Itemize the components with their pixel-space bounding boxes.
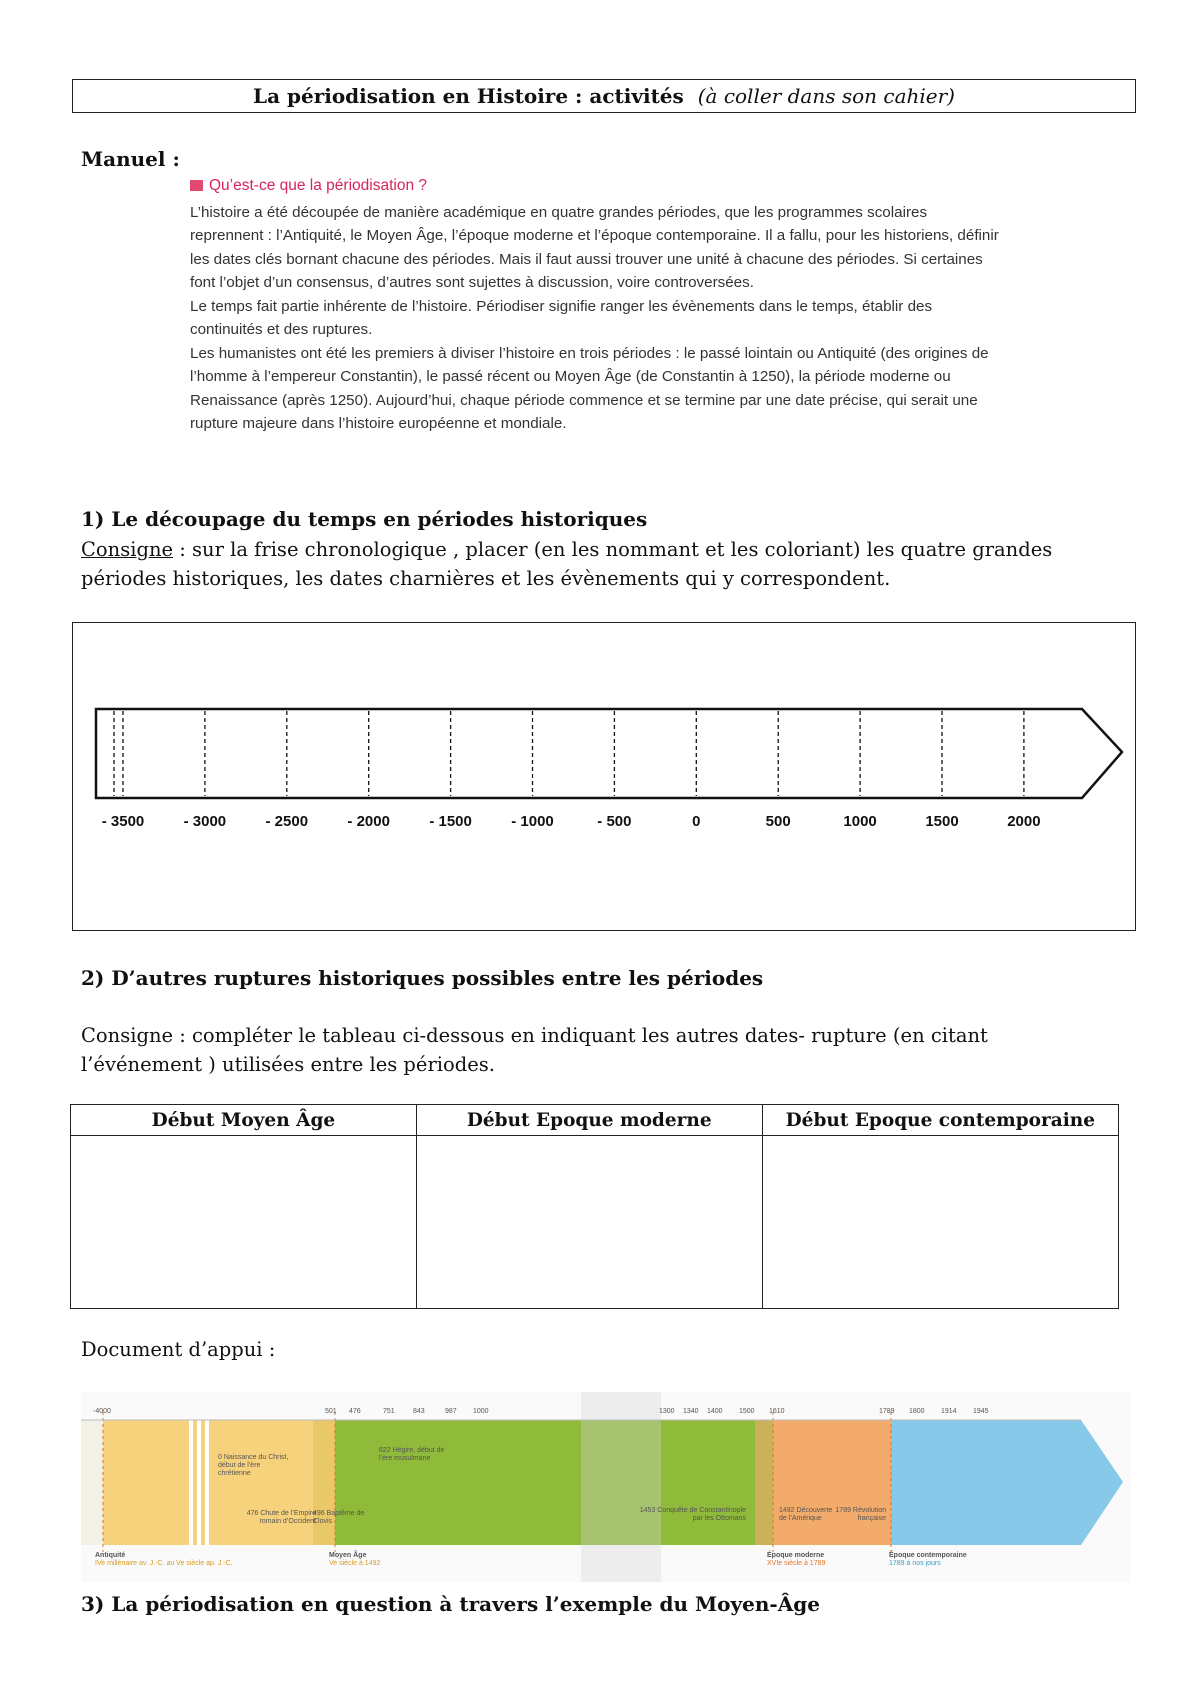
document-label: Document d’appui : (81, 1338, 276, 1361)
support-top-year: 1610 (769, 1408, 785, 1415)
event-constantinople: 1453 Conquête de Constantinople par les Ottomans (639, 1507, 746, 1522)
band-epoque-contemporaine (891, 1420, 1123, 1545)
period-epoque-contemporaine-range: 1789 à nos jours (889, 1560, 941, 1567)
support-top-year: 476 (349, 1408, 361, 1415)
ruptures-table (70, 1104, 1119, 1309)
period-antiquite-range: IVe millénaire av. J.-C. au Ve siècle ap. J.-C. (95, 1560, 233, 1567)
support-top-year: 1500 (739, 1408, 755, 1415)
support-top-year: 1945 (973, 1408, 989, 1415)
section2-heading: 2) D’autres ruptures historiques possibles entre les périodes (81, 966, 764, 990)
period-epoque-moderne-name: Époque moderne (767, 1552, 825, 1559)
timeline-tick-label: - 3000 (183, 813, 227, 830)
period-epoque-moderne (767, 1552, 887, 1568)
support-top-year: 1300 (659, 1408, 675, 1415)
table-cell-epoque-moderne[interactable] (416, 1136, 762, 1309)
timeline-tick-label: 2000 (1007, 813, 1041, 830)
support-top-year: -4000 (93, 1408, 111, 1415)
period-epoque-contemporaine-name: Époque contemporaine (889, 1552, 967, 1559)
event-chute-empire: 476 Chute de l’Empire romain d’Occident (246, 1510, 316, 1525)
support-top-year: 1914 (941, 1408, 957, 1415)
timeline-tick-label: - 1500 (429, 813, 472, 830)
timeline-tick-label: 0 (692, 813, 701, 830)
support-top-year: 1000 (473, 1408, 489, 1415)
timeline-tick-label: - 1000 (511, 813, 554, 830)
support-top-year: 1400 (707, 1408, 723, 1415)
table-header-epoque-contemporaine: Début Epoque contemporaine (762, 1105, 1118, 1136)
period-moyen-age (329, 1552, 529, 1568)
event-amerique: 1492 Découverte de l’Amérique (779, 1507, 833, 1522)
support-top-year: 501 (325, 1408, 337, 1415)
manuel-paragraph-3: Les humanistes ont été les premiers à diviser l’histoire en trois périodes : le passé lointain ou Antiquité (des origines de l’homme à l’empereur Constantin), le passé récent ou Moyen Âge (de Constantin à 1250), la période moderne ou Renaissance (après 1250). Aujourd’hui, chaque période commence et se termine par une date précise, qui serait une rupture majeure dans l’histoire européenne et mondiale. (190, 344, 989, 432)
timeline-tick-label: 1000 (843, 813, 877, 830)
table-row (71, 1136, 1119, 1309)
period-antiquite (95, 1552, 315, 1568)
support-top-year: 1789 (879, 1408, 895, 1415)
manuel-label: Manuel : (81, 147, 180, 171)
period-moyen-age-name: Moyen Âge (329, 1552, 367, 1559)
support-top-year: 751 (383, 1408, 395, 1415)
period-antiquite-name: Antiquité (95, 1552, 126, 1559)
timeline-tick-label: - 2000 (347, 813, 390, 830)
table-header-moyen-age: Début Moyen Âge (71, 1105, 417, 1136)
table-cell-epoque-contemporaine[interactable] (762, 1136, 1118, 1309)
section3-heading: 3) La périodisation en question à travers l’exemple du Moyen-Âge (81, 1592, 820, 1616)
consigne-label: Consigne (81, 538, 174, 561)
section2-consigne: Consigne : compléter le tableau ci-dessous en indiquant les autres dates- rupture (en citant l’événement ) utilisées entre les périodes. (81, 1024, 988, 1076)
title-main: La périodisation en Histoire : activités (253, 84, 684, 108)
support-top-year: 1340 (683, 1408, 699, 1415)
manuel-heading: Qu’est-ce que la périodisation ? (209, 177, 427, 194)
event-revolution: 1789 Révolution française (835, 1507, 886, 1522)
table-cell-moyen-age[interactable] (71, 1136, 417, 1309)
support-top-year: 987 (445, 1408, 457, 1415)
period-epoque-moderne-range: XVIe siècle à 1789 (767, 1560, 826, 1567)
timeline-tick-label: 1500 (925, 813, 959, 830)
event-naissance-christ: 0 Naissance du Christ, début de l’ère chrétienne (218, 1454, 289, 1477)
timeline-tick-label: - 500 (597, 813, 632, 830)
timeline-tick-label: - 2500 (265, 813, 309, 830)
band-epoque-moderne (773, 1420, 891, 1545)
timeline-arrow-body (96, 709, 1122, 798)
band-moyen-age (335, 1420, 755, 1545)
title-note: (à coller dans son cahier) (697, 84, 955, 108)
support-document-frieze (81, 1392, 1131, 1582)
period-moyen-age-range: Ve siècle à 1492 (329, 1560, 381, 1567)
band-antiquite (103, 1420, 335, 1545)
event-hegire: 622 Hégire, début de l’ère musulmane (379, 1447, 445, 1462)
support-top-year: 843 (413, 1408, 425, 1415)
manuel-paragraph-1: L’histoire a été découpée de manière académique en quatre grandes périodes, que les programmes scolaires reprennent : l’Antiquité, le Moyen Âge, l’époque moderne et l’époque contemporaine. Il a fallu, pour les historiens, définir les dates clés bornant chacune des périodes. Mais il faut aussi trouver une unité à chacune des périodes. Si certaines font l’objet d’un consensus, d’autres sont sujettes à discussion, voire controversées. (190, 203, 999, 291)
timeline-tick-label: - 3500 (101, 813, 145, 830)
event-bapteme-clovis: 496 Baptême de Clovis (313, 1510, 365, 1525)
period-epoque-contemporaine (889, 1552, 1039, 1568)
table-header-epoque-moderne: Début Epoque moderne (416, 1105, 762, 1136)
manuel-paragraph-2: Le temps fait partie inhérente de l’histoire. Périodiser signifie ranger les évènements dans le temps, établir des continuités et des ruptures. (190, 297, 933, 338)
consigne-text: : sur la frise chronologique , placer (en les nommant et les coloriant) les quatre grandes périodes historiques, les dates charnières et les évènements qui y correspondent. (81, 538, 1053, 590)
table-header-row (71, 1105, 1119, 1136)
section1-heading: 1) Le découpage du temps en périodes historiques (81, 507, 648, 531)
timeline-tick-label: 500 (765, 813, 791, 830)
support-top-year: 1800 (909, 1408, 925, 1415)
